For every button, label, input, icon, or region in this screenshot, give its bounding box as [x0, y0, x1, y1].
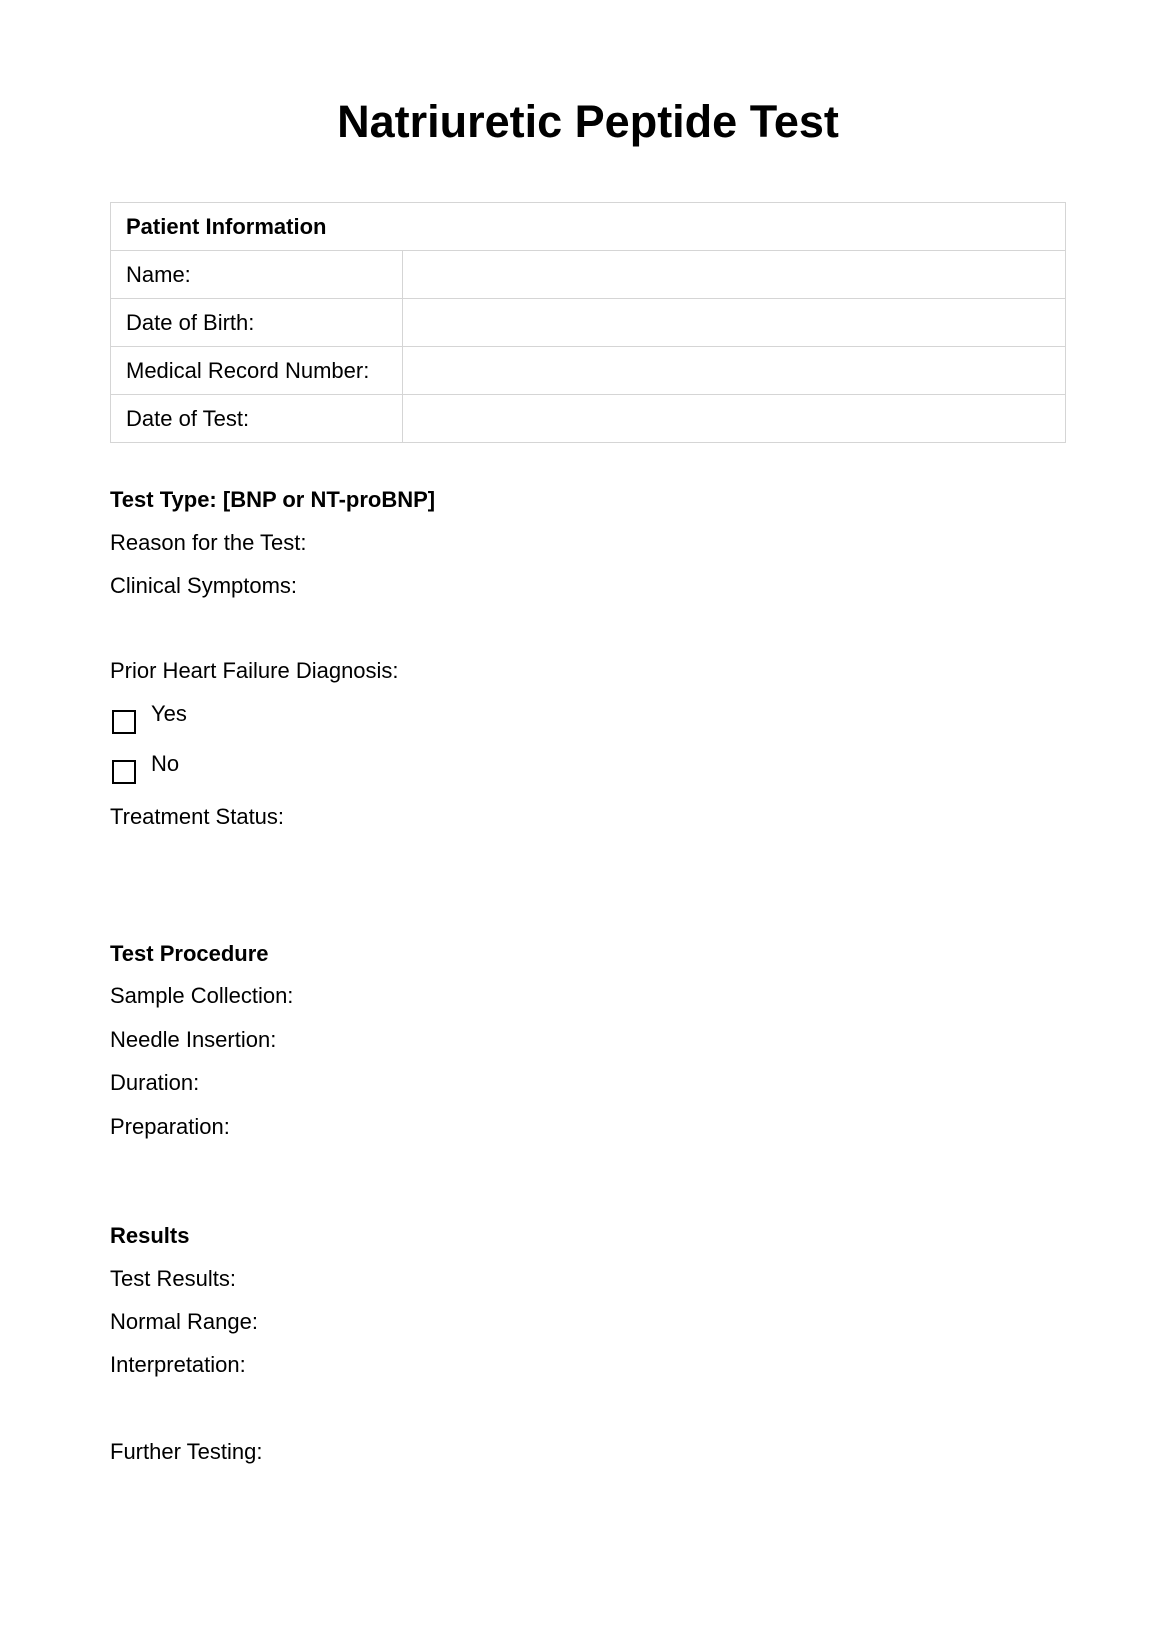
- duration-label: Duration:: [110, 1070, 200, 1095]
- patient-information-table: [110, 202, 1066, 443]
- test-results-label: Test Results:: [110, 1266, 236, 1291]
- reason-for-test-label: Reason for the Test:: [110, 530, 307, 555]
- date-of-test-label: Date of Test:: [111, 395, 403, 443]
- yes-checkbox[interactable]: [112, 710, 136, 734]
- sample-collection-label: Sample Collection:: [110, 983, 294, 1008]
- further-testing-label: Further Testing:: [110, 1439, 263, 1464]
- table-header-row: [111, 203, 1066, 251]
- interpretation-label: Interpretation:: [110, 1352, 246, 1377]
- normal-range-label: Normal Range:: [110, 1309, 258, 1334]
- results-heading: Results: [110, 1223, 190, 1248]
- page-title: Natriuretic Peptide Test: [337, 96, 839, 147]
- medical-record-number-label: Medical Record Number:: [111, 347, 403, 395]
- date-of-test-field[interactable]: [403, 395, 1066, 443]
- needle-insertion-label: Needle Insertion:: [110, 1027, 277, 1052]
- name-field[interactable]: [403, 251, 1066, 299]
- table-row: [111, 251, 1066, 299]
- test-procedure-heading: Test Procedure: [110, 941, 269, 966]
- no-option-label: No: [151, 751, 180, 776]
- table-row: [111, 347, 1066, 395]
- table-row: [111, 299, 1066, 347]
- yes-option-label: Yes: [151, 701, 187, 726]
- table-row: [111, 395, 1066, 443]
- patient-information-heading: Patient Information: [111, 203, 1066, 251]
- name-label: Name:: [111, 251, 403, 299]
- test-type-label: Test Type: [BNP or NT-proBNP]: [110, 487, 436, 512]
- medical-record-number-field[interactable]: [403, 347, 1066, 395]
- treatment-status-label: Treatment Status:: [110, 804, 285, 829]
- prior-heart-failure-label: Prior Heart Failure Diagnosis:: [110, 658, 399, 683]
- clinical-symptoms-label: Clinical Symptoms:: [110, 573, 298, 598]
- no-checkbox[interactable]: [112, 760, 136, 784]
- date-of-birth-field[interactable]: [403, 299, 1066, 347]
- preparation-label: Preparation:: [110, 1114, 230, 1139]
- date-of-birth-label: Date of Birth:: [111, 299, 403, 347]
